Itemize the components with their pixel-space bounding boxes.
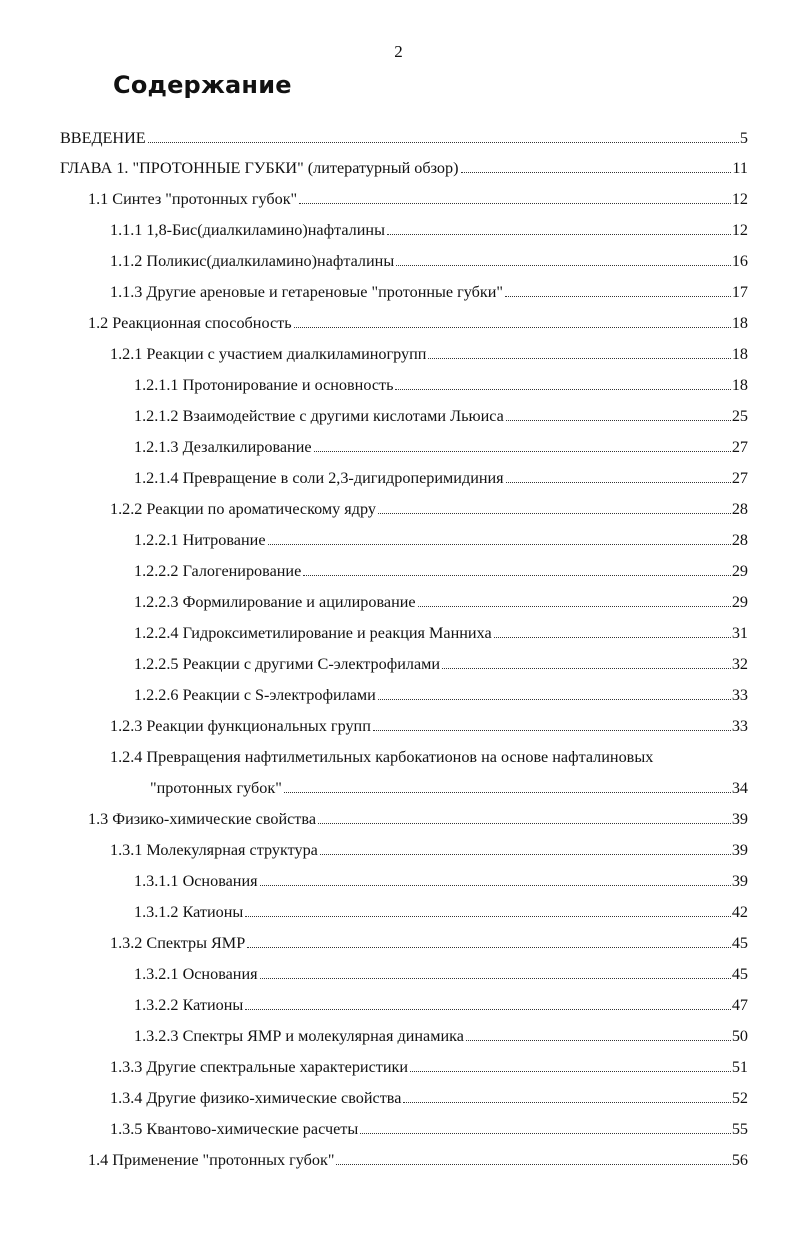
toc-entry-title: 1.2.2.6 Реакции с S-электрофилами [134,686,376,704]
dot-leader [373,730,731,731]
toc-entry-title: 1.1.3 Другие ареновые и гетареновые "протонные губки" [110,283,504,301]
toc-entry[interactable] [134,964,748,984]
toc-entry-title: 1.2.2.4 Гидроксиметилирование и реакция Манниха [134,624,492,642]
toc-entry-page: 5 [739,129,748,147]
dot-leader [466,1040,731,1041]
toc-entry-page: 12 [731,221,748,239]
dot-leader [245,1009,731,1010]
toc-entry[interactable] [110,282,748,302]
toc-entry-page: 18 [731,376,748,394]
toc-entry-title: 1.3 Физико-химические свойства [88,810,316,828]
dot-leader [395,389,730,390]
toc-entry[interactable] [134,995,748,1015]
toc-entry-title: "протонных губок" [150,779,282,797]
toc-entry-page: 18 [731,345,748,363]
toc-entry[interactable] [110,1088,748,1108]
toc-entry[interactable] [110,344,748,364]
toc-entry-page: 56 [731,1151,748,1169]
toc-entry-page: 42 [731,903,748,921]
page-title: Содержание [113,71,292,99]
dot-leader [428,358,730,359]
dot-leader [303,575,731,576]
toc-entry-page: 25 [731,407,748,425]
dot-leader [260,885,731,886]
toc-entry-title: 1.3.4 Другие физико-химические свойства [110,1089,402,1107]
dot-leader [284,792,731,793]
toc-entry-page: 45 [731,934,748,952]
toc-entry-title: 1.2.1.4 Превращение в соли 2,3-дигидроперимидиния [134,469,504,487]
dot-leader [360,1133,731,1134]
toc-entry[interactable] [110,220,748,240]
toc-entry-page: 39 [731,841,748,859]
toc-entry-title: 1.3.5 Квантово-химические расчеты [110,1120,359,1138]
dot-leader [410,1071,731,1072]
toc-entry-title: 1.2.2.5 Реакции с другими С-электрофилами [134,655,441,673]
toc-entry-title: 1.3.3 Другие спектральные характеристики [110,1058,409,1076]
dot-leader [418,606,731,607]
toc-entry-title: 1.1.1 1,8-Бис(диалкиламино)нафталины [110,221,385,239]
toc-entry-title: 1.3.2.1 Основания [134,965,258,983]
toc-entry-page: 32 [731,655,748,673]
dot-leader [294,327,731,328]
toc-entry-page: 11 [732,159,748,177]
toc-entry-title: 1.2.1.2 Взаимодействие с другими кислотами Льюиса [134,407,504,425]
toc-entry-page: 18 [731,314,748,332]
toc-entry-page: 51 [731,1058,748,1076]
toc-entry-title: 1.2.1.1 Протонирование и основность [134,376,394,394]
toc-entry-page: 33 [731,686,748,704]
toc-entry-page: 50 [731,1027,748,1045]
toc-entry[interactable] [134,654,748,674]
toc-entry-page: 27 [731,469,748,487]
dot-leader [403,1102,730,1103]
toc-entry[interactable] [134,406,748,426]
toc-entry-page: 29 [731,593,748,611]
toc-entry-title: 1.2.2.1 Нитрование [134,531,266,549]
toc-entry[interactable] [134,530,748,550]
dot-leader [378,513,731,514]
toc-entry-page: 28 [731,531,748,549]
dot-leader [247,947,731,948]
toc-entry-page: 27 [731,438,748,456]
toc-entry-title: 1.2.2 Реакции по ароматическому ядру [110,500,376,518]
dot-leader [299,203,731,204]
toc-entry[interactable] [134,902,748,922]
toc-entry-page: 39 [731,810,748,828]
toc-entry-title: 1.4 Применение "протонных губок" [88,1151,335,1169]
toc-entry-page: 17 [731,283,748,301]
toc-entry-title: ГЛАВА 1. "ПРОТОННЫЕ ГУБКИ" (литературный обзор) [60,159,459,177]
toc-entry-title: 1.1.2 Поликис(диалкиламино)нафталины [110,252,395,270]
dot-leader [494,637,731,638]
toc-entry[interactable] [134,623,748,643]
dot-leader [314,451,731,452]
toc-entry-title: 1.1 Синтез "протонных губок" [88,190,298,208]
dot-leader [506,420,731,421]
toc-entry-title: 1.2.4 Превращения нафтилметильных карбокатионов на основе нафталиновых [110,748,654,766]
toc-entry-title: 1.2.3 Реакции функциональных групп [110,717,371,735]
toc-entry-title: 1.3.1 Молекулярная структура [110,841,318,859]
toc-entry-title: 1.2 Реакционная способность [88,314,292,332]
dot-leader [148,142,739,143]
dot-leader [505,296,731,297]
toc-entry-page: 28 [731,500,748,518]
toc-entry-page: 31 [731,624,748,642]
toc-entry[interactable] [110,1119,748,1139]
toc-entry-page: 55 [731,1120,748,1138]
toc-entry-page: 45 [731,965,748,983]
toc-entry[interactable] [134,437,748,457]
toc-entry-title: 1.3.2.3 Спектры ЯМР и молекулярная динамика [134,1027,464,1045]
toc-entry[interactable] [88,809,748,829]
toc-entry[interactable] [88,313,748,333]
toc-entry[interactable] [110,1057,748,1077]
dot-leader [387,234,731,235]
toc-entry-title: 1.2.1.3 Дезалкилирование [134,438,312,456]
toc-entry[interactable] [88,1150,748,1170]
toc-entry[interactable] [110,840,748,860]
dot-leader [378,699,731,700]
toc-entry-page: 12 [731,190,748,208]
toc-entry-title: 1.3.1.2 Катионы [134,903,244,921]
toc-entry[interactable] [134,1026,748,1046]
toc-entry[interactable] [110,747,748,767]
toc-entry[interactable] [134,375,748,395]
toc-entry-title: 1.2.1 Реакции с участием диалкиламиногрупп [110,345,427,363]
toc-entry[interactable] [134,592,748,612]
toc-entry[interactable] [134,685,748,705]
toc-entry[interactable] [60,128,748,148]
dot-leader [320,854,731,855]
dot-leader [442,668,731,669]
toc-entry-title: ВВЕДЕНИЕ [60,129,146,147]
page-number: 2 [394,42,403,61]
toc-entry-title: 1.3.2 Спектры ЯМР [110,934,246,952]
toc-entry-page: 16 [731,252,748,270]
toc-entry[interactable] [134,468,748,488]
toc-entry[interactable] [134,871,748,891]
toc-entry[interactable] [134,561,748,581]
toc-entry-title: 1.3.1.1 Основания [134,872,258,890]
toc-entry-page: 29 [731,562,748,580]
dot-leader [318,823,731,824]
dot-leader [260,978,731,979]
dot-leader [336,1164,730,1165]
dot-leader [396,265,731,266]
toc-entry-title: 1.2.2.3 Формилирование и ацилирование [134,593,416,611]
toc-entry[interactable] [110,716,748,736]
toc-entry[interactable] [110,933,748,953]
dot-leader [506,482,731,483]
toc-entry-page: 34 [731,779,748,797]
toc-entry[interactable] [110,251,748,271]
toc-entry[interactable] [60,158,748,178]
dot-leader [245,916,731,917]
dot-leader [268,544,731,545]
toc-entry[interactable] [110,499,748,519]
toc-entry[interactable] [88,189,748,209]
toc-entry-page: 47 [731,996,748,1014]
toc-entry-title: 1.3.2.2 Катионы [134,996,244,1014]
dot-leader [461,172,732,173]
toc-entry-page: 39 [731,872,748,890]
toc-entry-title: 1.2.2.2 Галогенирование [134,562,302,580]
toc-entry-page: 33 [731,717,748,735]
toc-entry[interactable] [150,778,748,798]
toc-entry-page: 52 [731,1089,748,1107]
